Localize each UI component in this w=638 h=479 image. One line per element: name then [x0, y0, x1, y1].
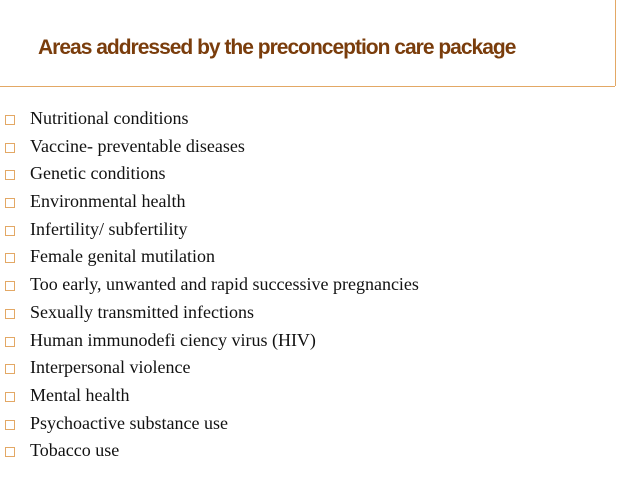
right-accent-line [615, 0, 616, 86]
square-bullet-icon [5, 447, 15, 457]
square-bullet-icon [5, 309, 15, 319]
square-bullet-icon [5, 281, 15, 291]
square-bullet-icon [5, 420, 15, 430]
square-bullet-icon [5, 170, 15, 180]
square-bullet-icon [5, 143, 15, 153]
square-bullet-icon [5, 337, 15, 347]
square-bullet-icon [5, 364, 15, 374]
square-bullet-icon [5, 226, 15, 236]
title-underline [0, 86, 615, 87]
slide-title: Areas addressed by the preconception care package [38, 36, 516, 59]
square-bullet-icon [5, 198, 15, 208]
square-bullet-icon [5, 392, 15, 402]
square-bullet-icon [5, 115, 15, 125]
square-bullet-icon [5, 253, 15, 263]
